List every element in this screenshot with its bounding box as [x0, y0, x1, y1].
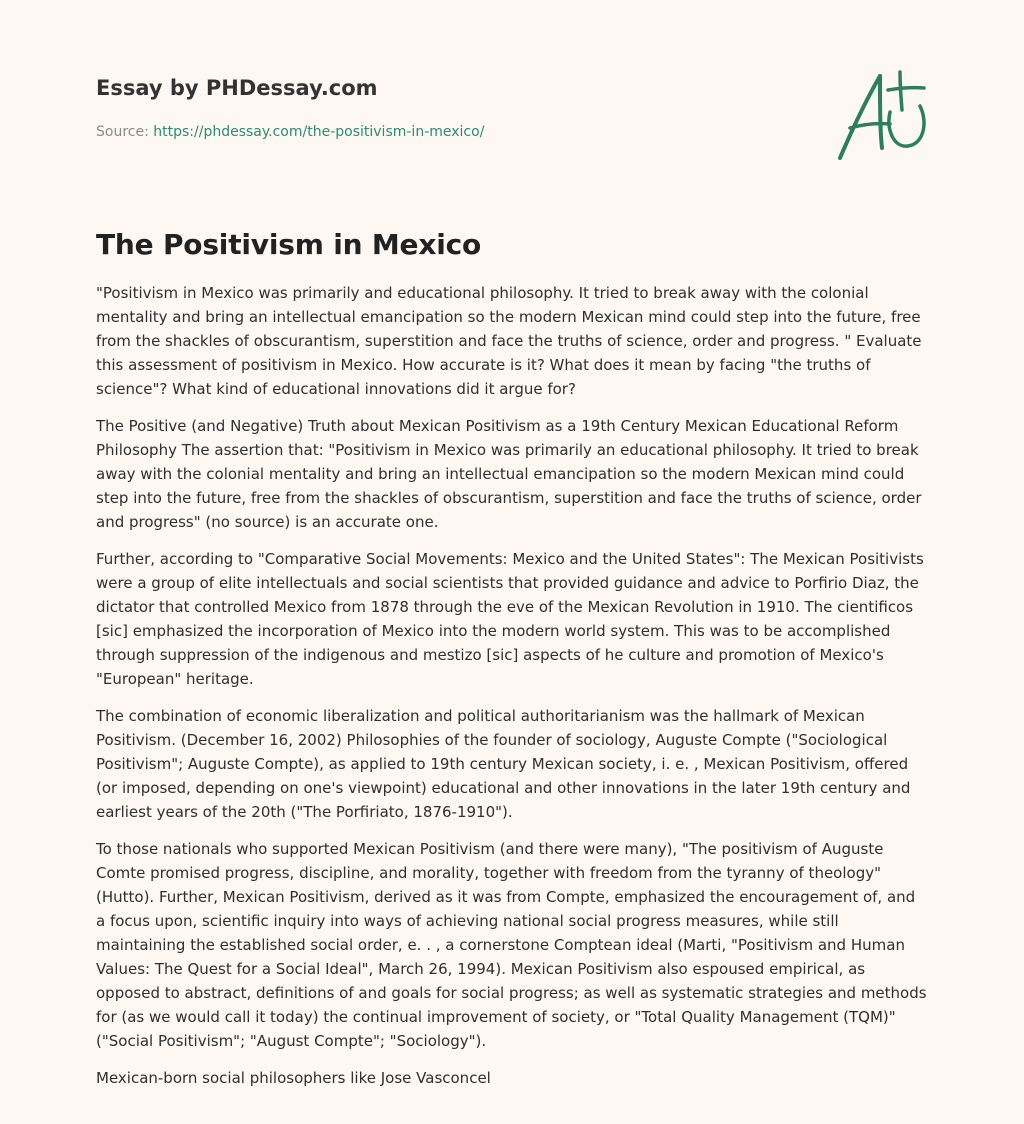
essay-paragraph: "Positivism in Mexico was primarily and educational philosophy. It tried to break away with the colonial mentality and bring an intellectual emancipation so the modern Mexican mind could step into the future, free from the shackles of obscurantism, superstition and face the truths of science, order and progress. " Evaluate this assessment of positivism in Mexico. How accurate is it? What does it mean by facing "the truths of science"? What kind of educational innovations did it argue for?: [96, 284, 922, 398]
essay-paragraph: Further, according to "Comparative Social Movements: Mexico and the United States": The Mexican Positivists were a group of elite intellectuals and social scientists that provided guidance and advice to Porfirio Diaz, the dictator that controlled Mexico from 1878 through the eve of the Mexican Revolution in 1910. The cientificos [sic] emphasized the incorporation of Mexico into the modern world system. This was to be accomplished through suppression of the indigenous and mestizo [sic] aspects of he culture and promotion of Mexico's "European" heritage.: [96, 550, 924, 688]
essay-paragraph: The combination of economic liberalization and political authoritarianism was the hallmark of Mexican Positivism. (December 16, 2002) Philosophies of the founder of sociology, Auguste Compte ("Sociological Positivism"; Auguste Compte), as applied to 19th century Mexican society, i. e. , Mexican Positivism, offered (or imposed, depending on one's viewpoint) educational and other innovations in the later 19th century and earliest years of the 20th ("The Porfiriato, 1876-1910").: [96, 707, 911, 821]
source-link[interactable]: https://phdessay.com/the-positivism-in-mexico/: [153, 124, 485, 140]
site-brand: Essay by PHDessay.com: [96, 76, 378, 100]
source-label: Source:: [96, 124, 149, 140]
essay-paragraph: The Positive (and Negative) Truth about Mexican Positivism as a 19th Century Mexican Educational Reform Philosophy The assertion that: "Positivism in Mexico was primarily an educational philosophy. It tried to break away with the colonial mentality and bring an intellectual emancipation so the modern Mexican mind could step into the future, free from the shackles of obscurantism, superstition and face the truths of science, order and progress" (no source) is an accurate one.: [96, 417, 922, 531]
essay-body: [96, 281, 928, 1090]
essay-title: The Positivism in Mexico: [96, 228, 482, 261]
essay-paragraph: Mexican-born social philosophers like Jose Vasconcel: [96, 1069, 491, 1087]
essay-paragraph: To those nationals who supported Mexican Positivism (and there were many), "The positivism of Auguste Comte promised progress, discipline, and morality, together with freedom from the tyranny of theology" (Hutto). Further, Mexican Positivism, derived as it was from Compte, emphasized the encouragement of, and a focus upon, scientific inquiry into ways of achieving national social progress measures, while still maintaining the established social order, e. . , a cornerstone Comptean ideal (Marti, "Positivism and Human Values: The Quest for a Social Ideal", March 26, 1994). Mexican Positivism also espoused empirical, as opposed to abstract, definitions of and goals for social progress; as well as systematic strategies and methods for (as we would call it today) the continual improvement of society, or "Total Quality Management (TQM)" ("Social Positivism"; "August Compte"; "Sociology").: [96, 840, 927, 1050]
page-header: [96, 0, 928, 200]
a-plus-logo-icon: [830, 66, 934, 170]
source-line: [96, 124, 484, 140]
